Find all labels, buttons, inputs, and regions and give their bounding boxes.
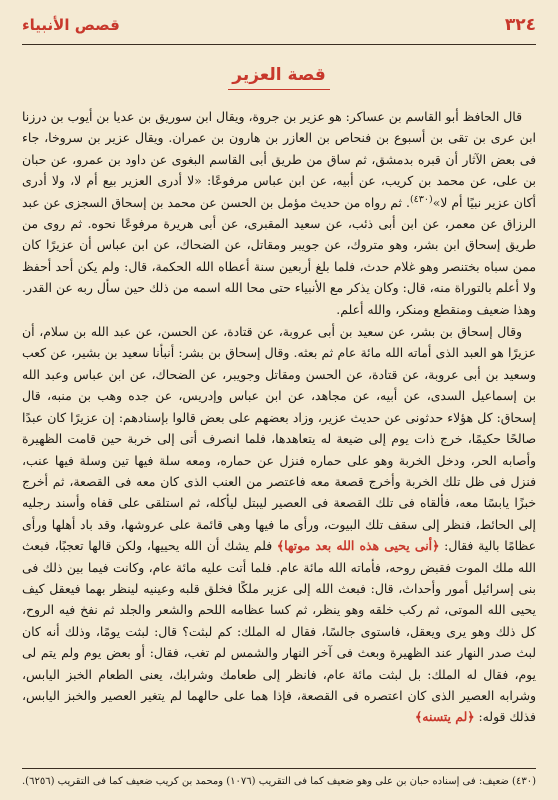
paragraph-1 — [22, 106, 536, 320]
paragraph-1-text: قال الحافظ أبو القاسم بن عساكر: هو عزير بن جروة، ويقال ابن سوريق بن عديا بن أيوب بن درزنا ابن عرى بن تقى بن أسبوع بن فنحاص بن العازر بن هارون بن عمران. ويقال عزير بن سروخا، جاء فى بعض الآثار أن قبره بدمشق، ثم ساق من طريق أبى القاسم البغوى عن داود بن عمرو، عن حبان بن على، عن محمد بن كريب، عن أبيه، عن ابن عباس مرفوعًا: «لا أدرى العزير بيع أم لا، ولا أدرى أكان عزير نبيًا أم لا» — [22, 109, 537, 210]
paragraph-2-text: وقال إسحاق بن بشر، عن سعيد بن أبى عروبة، عن قتادة، عن الحسن، عن عبد الله بن سلام، أن عزيرًا هو العبد الذى أماته الله مائة عام ثم بعثه. وقال إسحاق بن بشر: أنبأنا سعيد بن بشير، عن كعب وسعيد بن أبى عروبة، عن قتادة، عن الحسن ومقاتل وجويبر، عن الضحاك، عن ابن عباس وعبد الله بن إسماعيل السدى، عن أبيه، عن مجاهد، عن ابن عباس وإدريس، عن جده وهب بن منبه، قال إسحاق: كل هؤلاء حدثونى عن حديث عزير، وزاد بعضهم على بعض قالوا بإسنادهم: إن عزيرًا كان عبدًا صالحًا حكيمًا، خرج ذات يوم إلى ضيعة له يتعاهدها، فلما انصرف أتى إلى خربة حين قامت الظهيرة وأصابه الحر، ودخل الخربة وهو على حماره فنزل عن حماره، ومعه سلة فيها تين وسلة فيها عنب، فنزل فى ظل تلك الخربة وأخرج قصعة معه فاعتصر من العنب الذى كان معه فى القصعة، ثم أخرج خبزًا يابسًا معه، فألقاه فى تلك القصعة فى العصير ليبتل ليأكله، ثم استلقى على قفاه وأسند رجليه إلى الحائط، فنظر إلى سقف تلك البيوت، ورأى ما فيها وهى قائمة على عروشها، وقد باد أهلها ورأى عظامًا بالية فقال: — [22, 324, 536, 554]
page-header — [22, 10, 536, 40]
page-number: ٣٢٤ — [504, 15, 536, 35]
quran-verse-2: ﴿لم يتسنه﴾ — [415, 709, 475, 725]
quran-verse: ﴿أنى يحيى هذه الله بعد موتها﴾ — [276, 538, 440, 554]
paragraph-1-text-end: . ثم رواه من حديث مؤمل بن الحسن عن محمد بن إسحاق السجزى عن عبد الرزاق عن معمر، عن ابن أبى ذئب، عن سعيد المقبرى، عن أبى هريرة مرفوعًا نحوه. ثم روى من طريق إسحاق ابن بشر، وهو متروك، عن جويبر ومقاتل، عن الضحاك، عن ابن عباس أن عزيرًا كان ممن سباه بختنصر وهو غلام حدث، فلما بلغ أربعين سنة أعطاه الله الحكمة، قال: ولم يكن أحد أحفظ ولا أعلم بالتوراة منه، قال: وكان يذكر مع الأنبياء حتى محا الله اسمه من ذلك حين سأل ربه عن القدر. وهذا ضعيف ومنقطع ومنكر، والله أعلم. — [22, 194, 536, 317]
body-text — [22, 106, 536, 728]
paragraph-2 — [22, 321, 536, 728]
footnote-text: (٤٣٠) ضعيف: فى إسناده حبان بن على وهو ضعيف كما فى التقريب (١٠٧٦) ومحمد بن كريب ضعيف كما فى التقريب (٦٢٥٦). — [22, 776, 536, 787]
footnote-reference: (٤٣٠) — [409, 193, 433, 205]
header-divider — [22, 44, 536, 45]
paragraph-2-text-cont: فلم يشك أن الله يحييها، ولكن قالها تعجبًا، فبعث الله ملك الموت فقبض روحه، فأماته الله مائة عام. فلما أتت عليه مائة عام، وكانت فيما بين ذلك فى بنى إسرائيل أمور وأحداث، قال: فبعث الله إلى عزير ملكًا فخلق قلبه وعينيه لينظر بهما فيعقل كيف يحيى الله الموتى، ثم ركب خلقه وهو ينظر، ثم كسا عظامه اللحم والشعر والجلد ثم نفخ فيه الروح، كل ذلك وهو يرى ويعقل، فاستوى جالسًا، فقال له الملك: كم لبثت؟ قال: لبثت يومًا، وذلك أنه كان لبث صدر النهار عند الظهيرة وبعث فى آخر النهار والشمس لم تغب، فقال: أو بعض يوم ولم يتم لى يوم، فقال له الملك: بل لبثت مائة عام، فانظر إلى طعامك وشرابك، يعنى الطعام الخبز اليابس، وشرابه العصير الذى كان اعتصره فى القصعة، فإذا هما على حالهما لم يتغير العصير والخبز اليابس، فذلك قوله: — [22, 538, 536, 725]
chapter-title: قصة العزير — [228, 65, 329, 90]
footnote — [22, 768, 536, 789]
chapter-heading — [22, 65, 536, 90]
running-title: قصص الأنبياء — [22, 16, 120, 34]
